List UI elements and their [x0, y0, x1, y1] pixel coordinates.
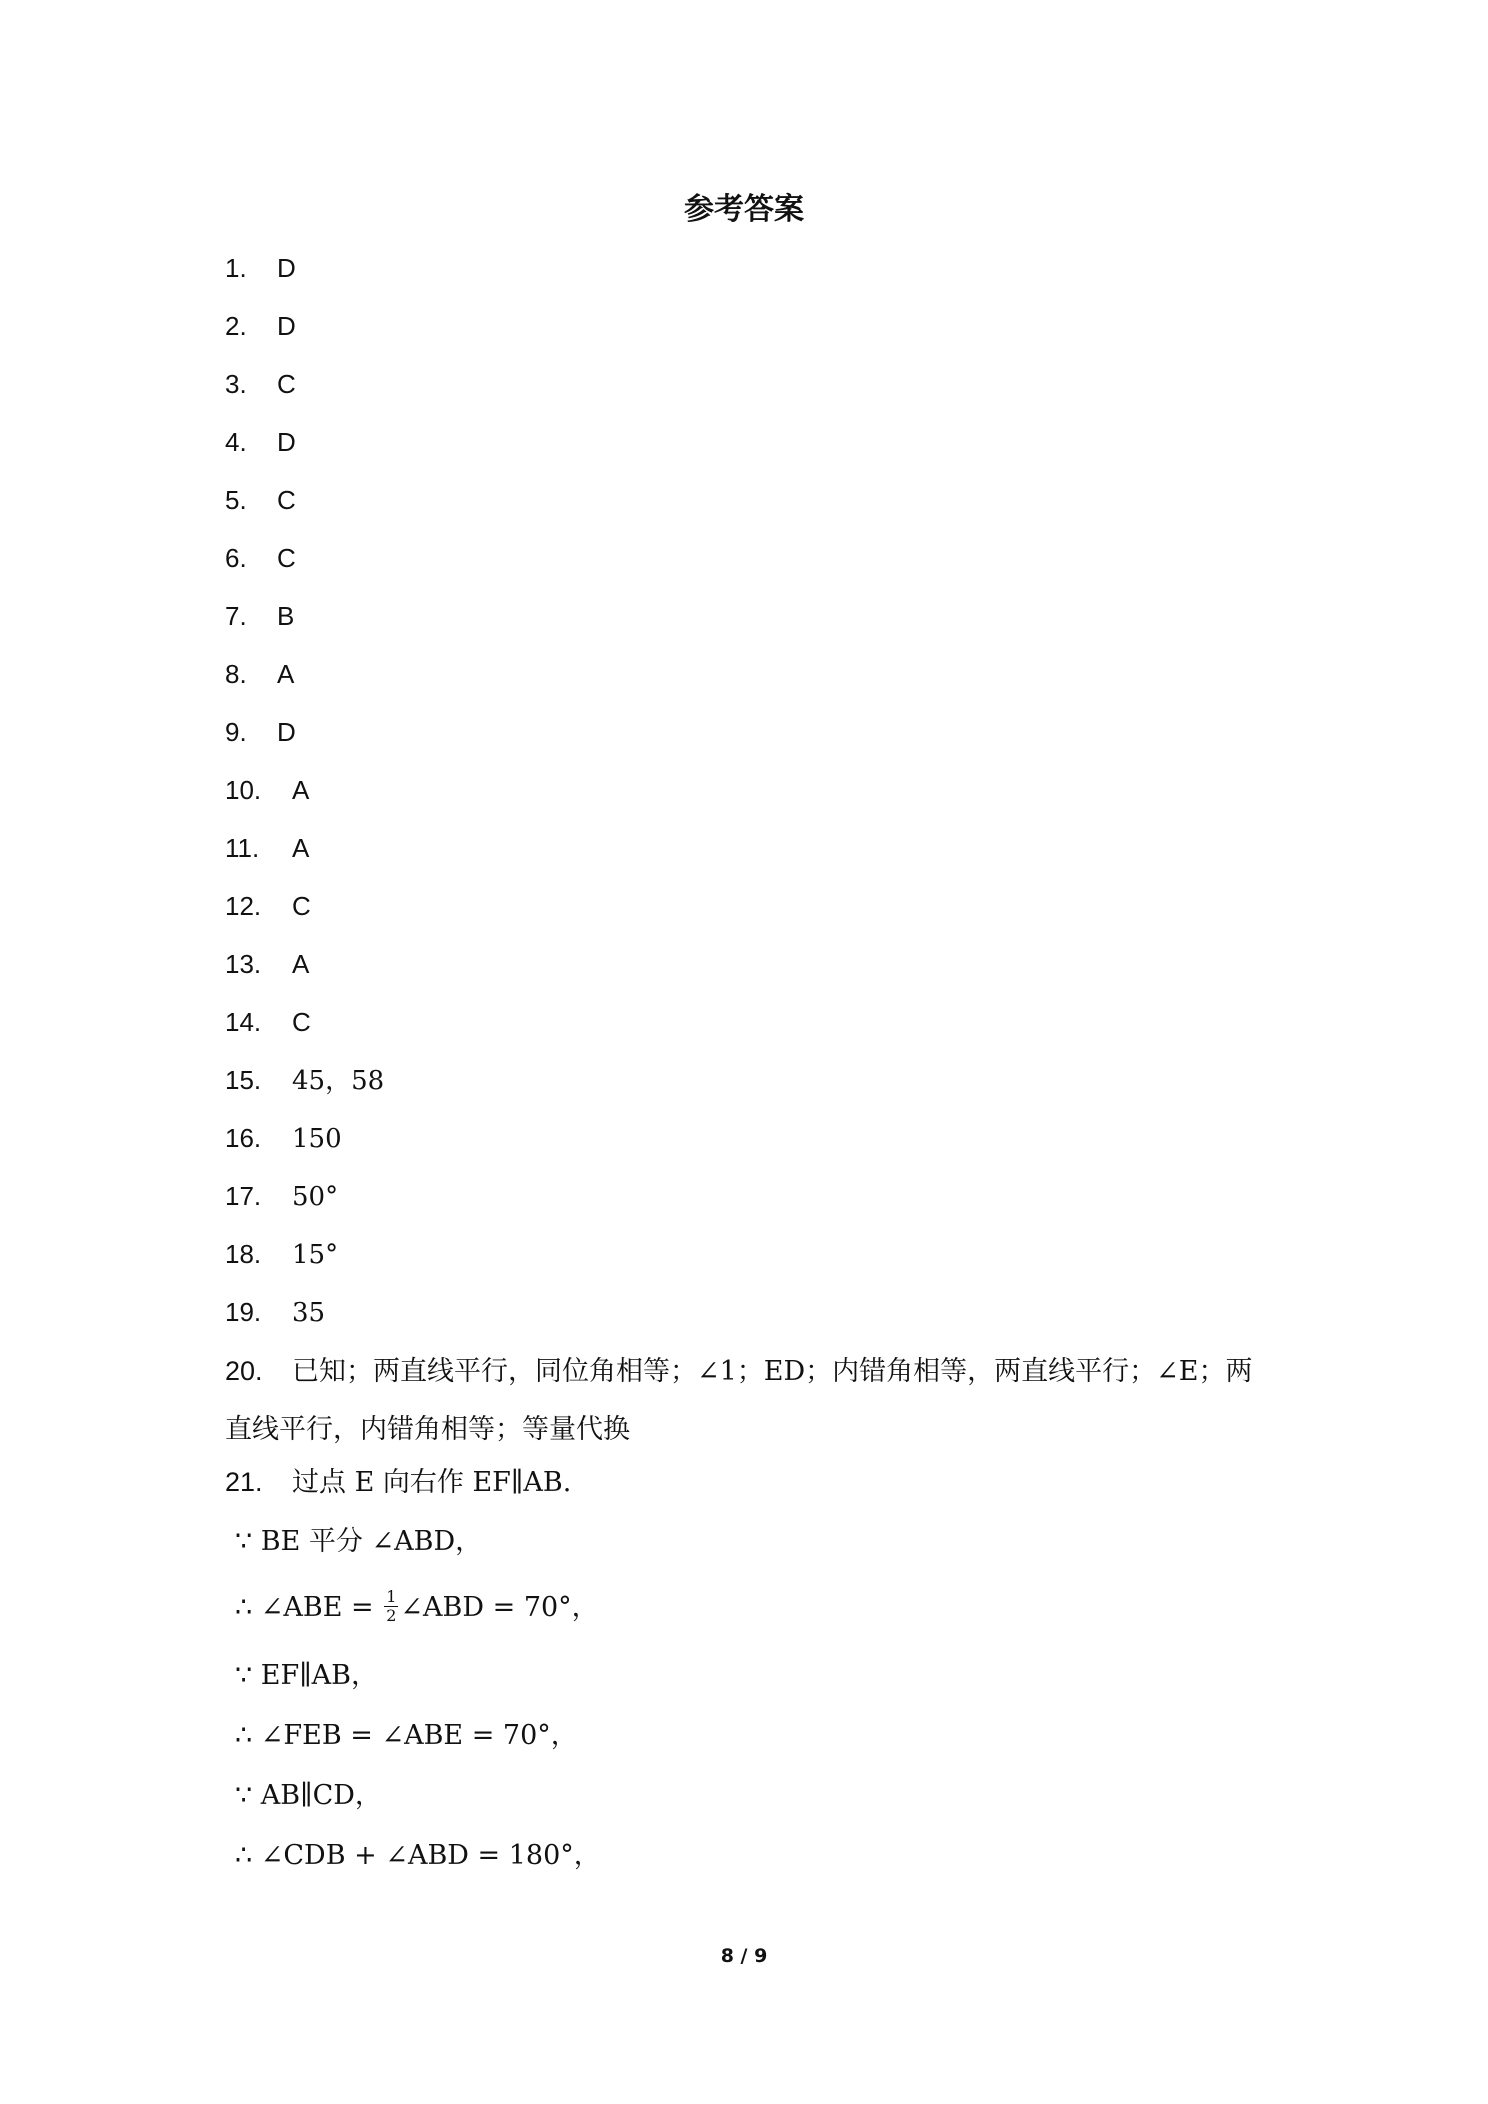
solution-step-2: [235, 1586, 599, 1630]
answer-item-8: [225, 654, 294, 694]
answer-item-11: [225, 828, 309, 868]
answer-item-3: [225, 364, 296, 404]
solution-step-6: ∴ ∠CDB + ∠ABD = 180°，: [235, 1840, 601, 1871]
answer-number: 14.: [225, 1007, 262, 1037]
solution-step-3: ∵ EF∥AB，: [235, 1660, 379, 1691]
answer-value: B: [277, 601, 295, 631]
answer-item-21: [225, 1460, 571, 1504]
answer-number: 9.: [225, 717, 247, 747]
answer-item-13: [225, 944, 309, 984]
fraction-denominator: 2: [386, 1606, 397, 1625]
answer-item-20: [225, 1342, 1275, 1459]
answer-item-10: [225, 770, 309, 810]
solution-step-4: ∴ ∠FEB = ∠ABE = 70°，: [235, 1720, 578, 1751]
answer-item-14: [225, 1002, 311, 1042]
answer-value: C: [292, 1007, 311, 1037]
answer-text: 已知；两直线平行，同位角相等；∠1；ED；内错角相等，两直线平行；∠E；两直线平行，内错角相等；等量代换: [225, 1356, 1253, 1445]
answer-number: 4.: [225, 427, 247, 457]
answer-item-7: [225, 596, 294, 636]
answer-value: A: [277, 659, 295, 689]
answer-number: 12.: [225, 891, 262, 921]
answer-item-5: [225, 480, 296, 520]
answer-number: 3.: [225, 369, 247, 399]
answer-number: 7.: [225, 601, 247, 631]
answer-item-1: [225, 248, 296, 288]
answer-value: A: [292, 833, 310, 863]
answer-item-17: [225, 1176, 338, 1216]
answer-item-12: [225, 886, 311, 926]
answer-value: C: [292, 891, 311, 921]
answer-value: C: [277, 485, 296, 515]
answer-item-4: [225, 422, 296, 462]
answer-number: 8.: [225, 659, 247, 689]
fraction-one-half: [384, 1588, 398, 1625]
step-text: ∠ABD = 70°，: [400, 1592, 599, 1623]
answer-value: C: [277, 543, 296, 573]
answer-number: 16.: [225, 1123, 262, 1153]
answer-number: 15.: [225, 1065, 262, 1095]
answer-value: C: [277, 369, 296, 399]
answer-number: 6.: [225, 543, 247, 573]
answer-value: 150: [292, 1124, 342, 1154]
answer-value: D: [277, 311, 296, 341]
answer-value: A: [292, 775, 310, 805]
answer-number: 18.: [225, 1239, 262, 1269]
answer-value: 45，58: [292, 1066, 385, 1096]
answer-number: 19.: [225, 1297, 262, 1327]
answer-value: D: [277, 427, 296, 457]
answer-number: 2.: [225, 311, 247, 341]
answer-value: D: [277, 253, 296, 283]
answer-number: 13.: [225, 949, 262, 979]
answer-number: 17.: [225, 1181, 262, 1211]
answer-number: 21.: [225, 1467, 263, 1497]
page-title: 参考答案: [684, 192, 804, 227]
answer-item-2: [225, 306, 296, 346]
answer-value: A: [292, 949, 310, 979]
answer-number: 5.: [225, 485, 247, 515]
answer-item-19: [225, 1292, 325, 1332]
answer-item-9: [225, 712, 296, 752]
step-text: ∴ ∠ABE =: [235, 1592, 374, 1623]
solution-step-5: ∵ AB∥CD，: [235, 1780, 382, 1811]
answer-value: D: [277, 717, 296, 747]
answer-item-16: [225, 1118, 342, 1158]
answer-number: 10.: [225, 775, 262, 805]
answer-value: 50°: [292, 1182, 339, 1212]
solution-intro: 过点 E 向右作 EF∥AB.: [292, 1467, 572, 1498]
answer-number: 20.: [225, 1356, 263, 1386]
answer-item-6: [225, 538, 296, 578]
answer-value: 15°: [292, 1240, 339, 1270]
solution-step-1: ∵ BE 平分 ∠ABD，: [235, 1526, 483, 1557]
answer-number: 11.: [225, 833, 260, 863]
answer-number: 1.: [225, 253, 247, 283]
answer-value: 35: [292, 1298, 326, 1328]
page-number: 8 / 9: [720, 1945, 768, 1967]
answer-item-18: [225, 1234, 338, 1274]
fraction-numerator: 1: [386, 1587, 397, 1606]
answer-item-15: [225, 1060, 384, 1100]
